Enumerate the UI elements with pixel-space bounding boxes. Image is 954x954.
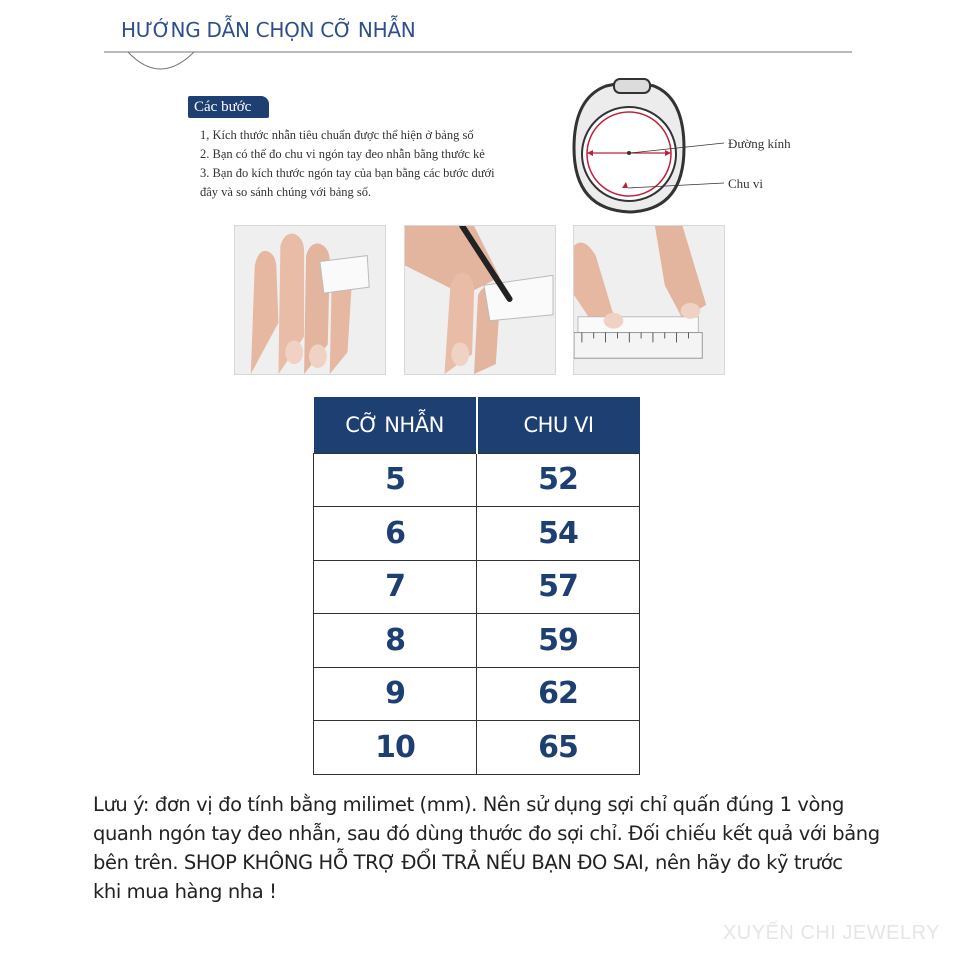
photo-mark-paper-with-pen <box>404 225 556 375</box>
ring-size-table <box>313 397 640 775</box>
ring-size-cell: 8 <box>314 614 477 668</box>
note-line: Lưu ý: đơn vị đo tính bằng milimet (mm). Nên sử dụng sợi chỉ quấn đúng 1 vòng <box>93 793 844 816</box>
page-title: HƯỚNG DẪN CHỌN CỠ NHẪN <box>121 18 416 42</box>
circumference-cell: 62 <box>477 667 640 721</box>
table-row <box>314 614 640 668</box>
steps-list <box>200 126 570 202</box>
table-row <box>314 721 640 775</box>
photo-measure-with-ruler <box>573 225 725 375</box>
steps-heading: Các bước <box>188 96 269 118</box>
note-line: khi mua hàng nha ! <box>93 880 277 903</box>
ring-diagram <box>566 72 826 222</box>
table-row <box>314 667 640 721</box>
table-row <box>314 453 640 507</box>
circumference-cell: 57 <box>477 560 640 614</box>
step-item: 1, Kích thước nhẫn tiêu chuẩn được thể hiện ở bảng số <box>200 128 474 142</box>
ring-size-cell: 5 <box>314 453 477 507</box>
measurement-note <box>93 790 933 906</box>
note-line: quanh ngón tay đeo nhẫn, sau đó dùng thước đo sợi chỉ. Đối chiếu kết quả với bảng <box>93 822 880 845</box>
step-item: 3. Bạn đo kích thước ngón tay của bạn bằng các bước dưới <box>200 166 495 180</box>
circumference-label: Chu vi <box>728 176 764 191</box>
circumference-cell: 65 <box>477 721 640 775</box>
ring-size-cell: 6 <box>314 507 477 561</box>
step-item: đây và so sánh chúng với bảng số. <box>200 185 372 199</box>
circumference-cell: 59 <box>477 614 640 668</box>
table-header-row <box>314 397 640 453</box>
hand-icon <box>235 226 385 374</box>
hand-with-pen-icon <box>405 226 555 374</box>
ruler-icon <box>574 226 724 374</box>
diameter-label: Đường kính <box>728 136 791 151</box>
column-header-ring-size: CỠ NHẪN <box>314 397 477 453</box>
ring-size-cell: 7 <box>314 560 477 614</box>
column-header-circumference: CHU VI <box>477 397 640 453</box>
photo-paper-strip-around-finger <box>234 225 386 375</box>
note-line: bên trên. SHOP KHÔNG HỖ TRỢ ĐỔI TRẢ NẾU BẠN ĐO SAI, nên hãy đo kỹ trước <box>93 851 843 874</box>
table-row <box>314 560 640 614</box>
brand-watermark: XUYẾN CHI JEWELRY <box>722 922 940 944</box>
table-row <box>314 507 640 561</box>
circumference-cell: 54 <box>477 507 640 561</box>
step-item: 2. Bạn có thể đo chu vi ngón tay đeo nhẫn bằng thước kẻ <box>200 147 485 161</box>
ring-size-cell: 9 <box>314 667 477 721</box>
ring-size-cell: 10 <box>314 721 477 775</box>
circumference-cell: 52 <box>477 453 640 507</box>
